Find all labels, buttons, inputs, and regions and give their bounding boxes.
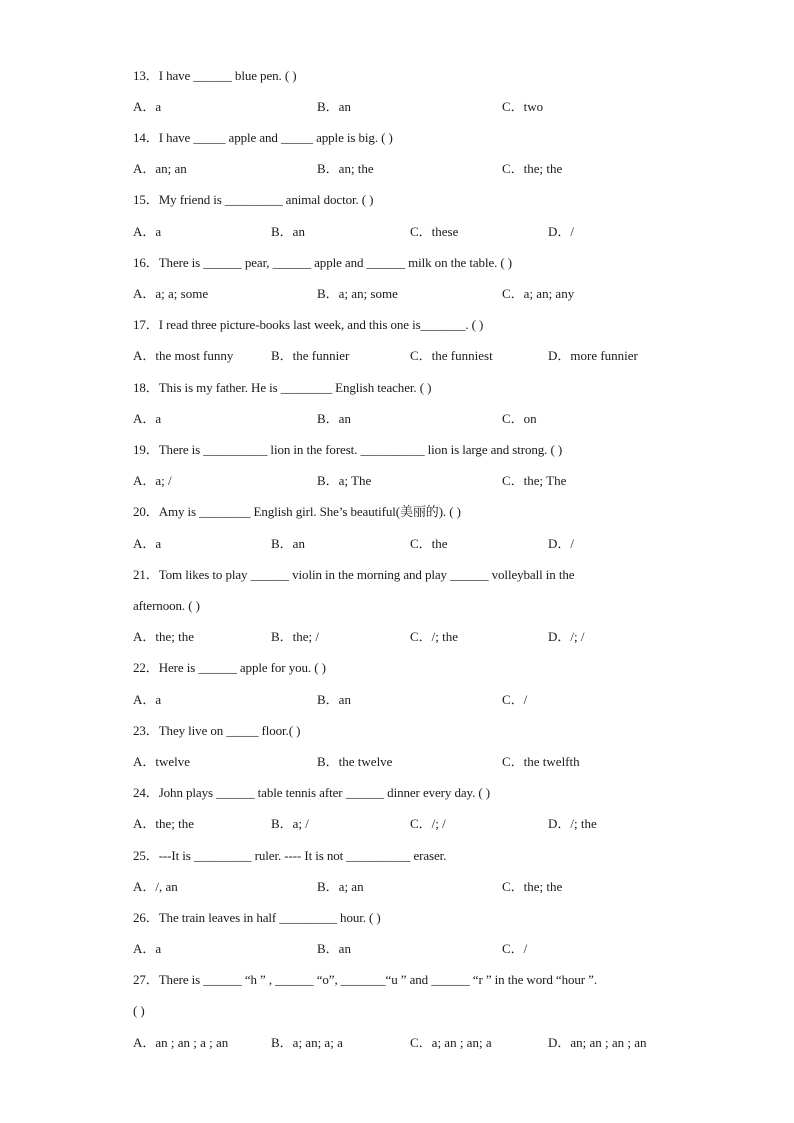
option-b[interactable]: B．a; The (317, 473, 372, 488)
option-a[interactable]: A．/, an (133, 879, 178, 894)
question-16-options (133, 284, 693, 304)
option-c[interactable]: C．two (502, 99, 544, 114)
option-b[interactable]: B．an (317, 411, 351, 426)
question-21-stem-continued: afternoon. ( ) (133, 598, 200, 613)
question-21-options (133, 627, 693, 647)
question-27-stem-continued: ( ) (133, 1003, 145, 1018)
option-b[interactable]: B．the twelve (317, 754, 393, 769)
option-a[interactable]: A．the; the (133, 629, 195, 644)
question-25-options (133, 877, 693, 897)
option-d[interactable]: D．more funnier (548, 348, 638, 363)
option-c[interactable]: C．the (410, 536, 448, 551)
option-b[interactable]: B．an (317, 99, 351, 114)
option-a[interactable]: A．a (133, 411, 162, 426)
question-23-options (133, 752, 693, 772)
question-24-options (133, 814, 693, 834)
option-c[interactable]: C．/; / (410, 816, 446, 831)
question-15-options (133, 222, 693, 242)
option-c[interactable]: C．the; the (502, 161, 563, 176)
option-b[interactable]: B．an (317, 941, 351, 956)
option-a[interactable]: A．the most funny (133, 348, 234, 363)
question-22-stem: 22．Here is ______ apple for you. ( ) (133, 660, 326, 675)
question-21-stem: 21．Tom likes to play ______ violin in the morning and play ______ volleyball in the (133, 567, 575, 582)
question-23-stem: 23．They live on _____ floor.( ) (133, 723, 301, 738)
question-19-stem: 19．There is __________ lion in the forest. __________ lion is large and strong. ( ) (133, 442, 563, 457)
option-d[interactable]: D．/ (548, 224, 575, 239)
option-a[interactable]: A．a (133, 99, 162, 114)
option-c[interactable]: C．a; an ; an; a (410, 1035, 492, 1050)
question-15-stem: 15．My friend is _________ animal doctor. ( ) (133, 192, 374, 207)
question-26-stem: 26．The train leaves in half _________ hour. ( ) (133, 910, 381, 925)
option-a[interactable]: A．an ; an ; a ; an (133, 1035, 229, 1050)
option-c[interactable]: C．a; an; any (502, 286, 575, 301)
option-d[interactable]: D．an; an ; an ; an (548, 1035, 647, 1050)
option-c[interactable]: C．/ (502, 941, 528, 956)
option-a[interactable]: A．the; the (133, 816, 195, 831)
option-a[interactable]: A．a (133, 692, 162, 707)
question-20-options (133, 534, 693, 554)
option-b[interactable]: B．a; an; some (317, 286, 398, 301)
question-14-options (133, 159, 693, 179)
question-22-options (133, 690, 693, 710)
option-c[interactable]: C．these (410, 224, 459, 239)
option-c[interactable]: C．the; The (502, 473, 567, 488)
question-27-options (133, 1033, 693, 1053)
option-d[interactable]: D．/; the (548, 816, 597, 831)
option-b[interactable]: B．the funnier (271, 348, 350, 363)
option-c[interactable]: C．/ (502, 692, 528, 707)
option-d[interactable]: D．/; / (548, 629, 585, 644)
option-b[interactable]: B．a; / (271, 816, 309, 831)
option-a[interactable]: A．a (133, 941, 162, 956)
option-a[interactable]: A．a (133, 224, 162, 239)
question-18-stem: 18．This is my father. He is ________ English teacher. ( ) (133, 380, 432, 395)
option-b[interactable]: B．the; / (271, 629, 320, 644)
option-a[interactable]: A．a; / (133, 473, 172, 488)
question-17-options (133, 346, 693, 366)
question-16-stem: 16．There is ______ pear, ______ apple and ______ milk on the table. ( ) (133, 255, 513, 270)
option-c[interactable]: C．the funniest (410, 348, 493, 363)
question-24-stem: 24．John plays ______ table tennis after ______ dinner every day. ( ) (133, 785, 490, 800)
option-c[interactable]: C．the; the (502, 879, 563, 894)
option-a[interactable]: A．an; an (133, 161, 187, 176)
option-c[interactable]: C．the twelfth (502, 754, 580, 769)
option-b[interactable]: B．an (271, 224, 305, 239)
question-13-options (133, 97, 693, 117)
option-b[interactable]: B．an; the (317, 161, 374, 176)
question-18-options (133, 409, 693, 429)
option-a[interactable]: A．a; a; some (133, 286, 209, 301)
option-d[interactable]: D．/ (548, 536, 575, 551)
question-26-options (133, 939, 693, 959)
option-c[interactable]: C．/; the (410, 629, 459, 644)
question-25-stem: 25．---It is _________ ruler. ---- It is not __________ eraser. (133, 848, 447, 863)
question-14-stem: 14．I have _____ apple and _____ apple is big. ( ) (133, 130, 393, 145)
option-a[interactable]: A．twelve (133, 754, 191, 769)
question-17-stem: 17．I read three picture-books last week, and this one is_______. ( ) (133, 317, 484, 332)
option-b[interactable]: B．a; an (317, 879, 364, 894)
option-a[interactable]: A．a (133, 536, 162, 551)
option-c[interactable]: C．on (502, 411, 537, 426)
option-b[interactable]: B．an (271, 536, 305, 551)
option-b[interactable]: B．a; an; a; a (271, 1035, 343, 1050)
question-19-options (133, 471, 693, 491)
question-27-stem: 27．There is ______ “h ” , ______ “o”, _______“u ” and ______ “r ” in the word “hour ”. (133, 972, 597, 987)
question-20-stem: 20．Amy is ________ English girl. She’s beautiful(美丽的). ( ) (133, 504, 461, 519)
option-b[interactable]: B．an (317, 692, 351, 707)
question-13-stem: 13．I have ______ blue pen. ( ) (133, 68, 297, 83)
